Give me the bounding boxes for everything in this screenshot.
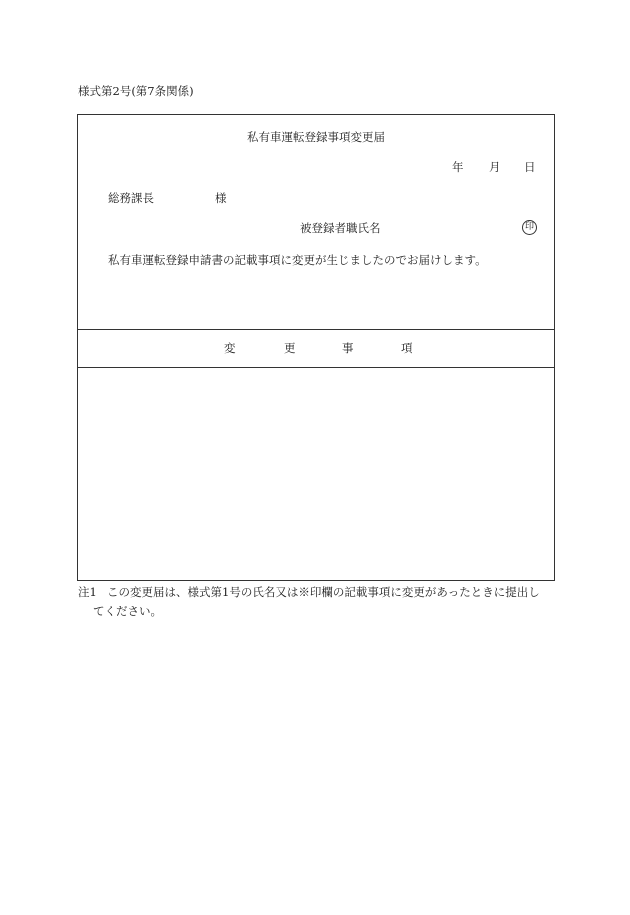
honorific: 様	[215, 191, 227, 205]
form-box	[77, 114, 555, 581]
note-line-2: てください。	[93, 604, 162, 618]
note-label: 注1	[78, 585, 97, 599]
document-title: 私有車運転登録事項変更届	[247, 130, 385, 144]
form-number: 様式第2号(第7条関係)	[78, 84, 194, 98]
body-text: 私有車運転登録申請書の記載事項に変更が生じましたのでお届けします。	[108, 253, 487, 267]
addressee: 総務課長	[108, 191, 154, 205]
date-day-label: 日	[524, 160, 536, 174]
changes-header-char: 事	[342, 341, 354, 355]
date-month-label: 月	[489, 160, 501, 174]
divider-bottom	[78, 367, 554, 368]
changes-header-char: 更	[284, 341, 296, 355]
changes-header-char: 変	[224, 341, 236, 355]
date-year-label: 年	[452, 160, 464, 174]
note-line-1: この変更届は、様式第1号の氏名又は※印欄の記載事項に変更があったときに提出し	[107, 585, 540, 599]
registrant-name-label: 被登録者職氏名	[300, 221, 381, 235]
changes-header-char: 項	[401, 341, 413, 355]
changes-header	[78, 329, 554, 367]
seal-icon: 印	[522, 220, 537, 235]
